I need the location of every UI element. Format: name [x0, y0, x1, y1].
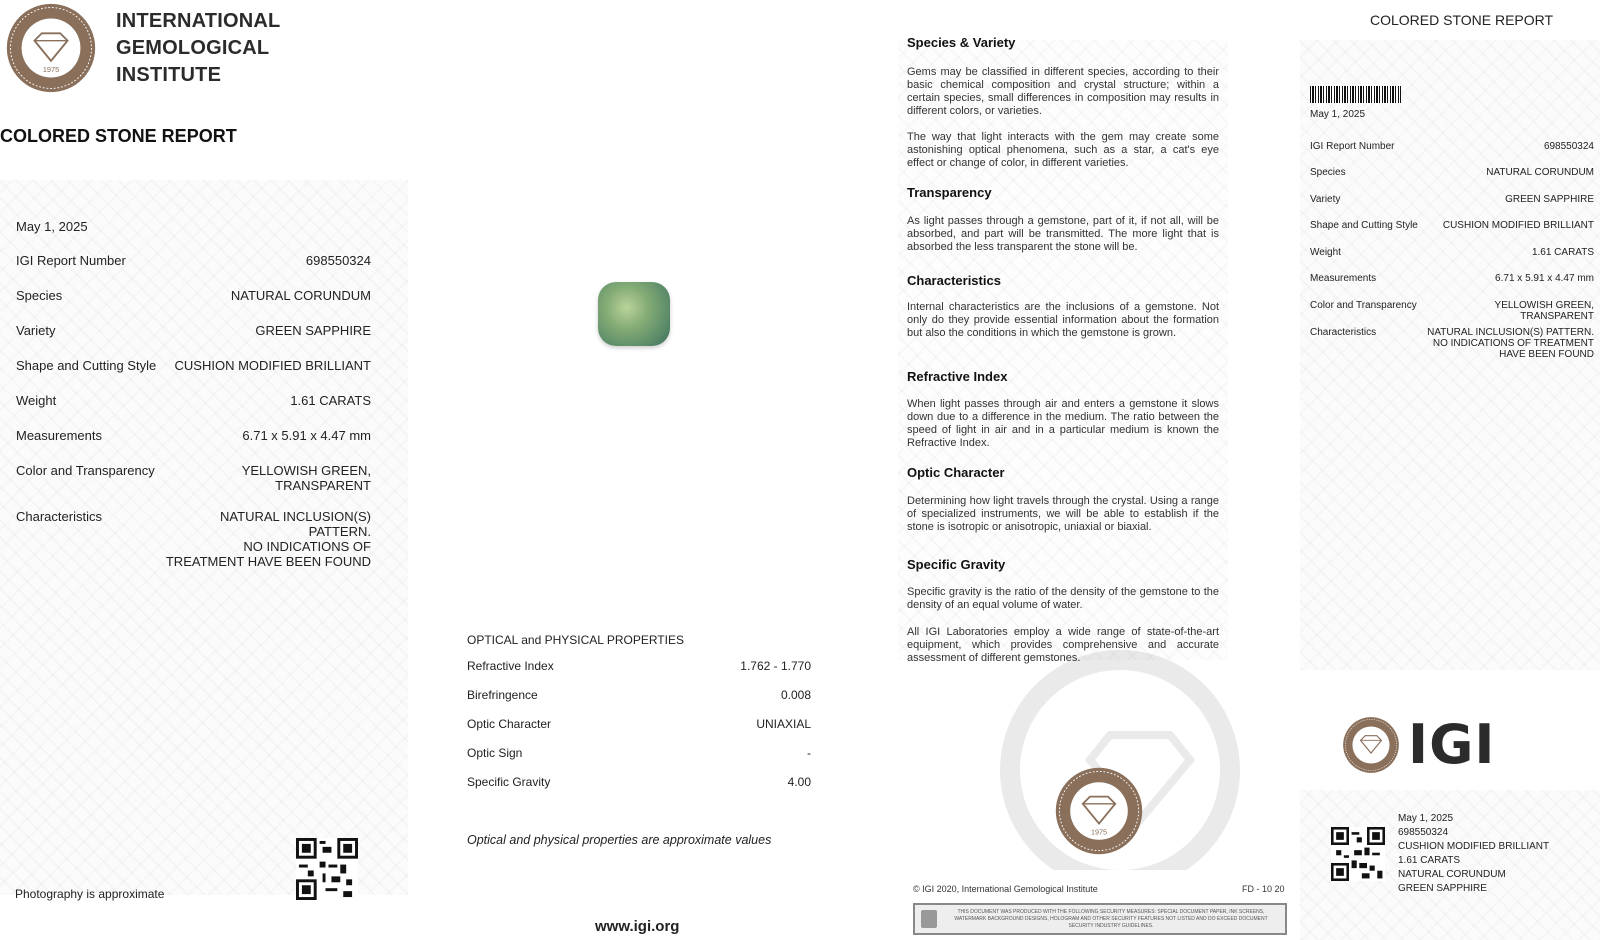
value-line: TREATMENT HAVE BEEN FOUND — [165, 554, 371, 569]
detail-label: Variety — [16, 323, 56, 338]
optical-properties-title: OPTICAL and PHYSICAL PROPERTIES — [467, 633, 684, 647]
detail-value: 6.71 x 5.91 x 4.47 mm — [242, 428, 371, 443]
detail-label: Measurements — [16, 428, 102, 443]
report-title: COLORED STONE REPORT — [0, 126, 237, 146]
optical-value: 0.008 — [780, 688, 811, 702]
optical-row — [467, 659, 811, 673]
optical-value: 1.762 - 1.770 — [740, 659, 811, 673]
value-line: NO INDICATIONS OF — [243, 539, 371, 554]
detail-row-variety — [16, 323, 371, 338]
summary-line: 698550324 — [1398, 827, 1449, 838]
qr-code[interactable] — [1331, 827, 1385, 881]
report-title-right: COLORED STONE REPORT — [1370, 12, 1554, 28]
right-label: Color and Transparency — [1310, 300, 1417, 311]
summary-line: GREEN SAPPHIRE — [1398, 883, 1487, 894]
info-paragraph: Gems may be classified in different species, according to their basic chemical composition and crystal structure; within a certain species, small differences in composition may results in different colors, or varieties. — [907, 66, 1219, 117]
optical-row — [467, 775, 811, 789]
value-line: TRANSPARENT — [275, 478, 371, 493]
optical-value: UNIAXIAL — [756, 717, 811, 731]
optical-label: Birefringence — [467, 688, 538, 702]
right-label: Weight — [1310, 247, 1341, 258]
right-label: Shape and Cutting Style — [1310, 220, 1418, 231]
right-value: 698550324 — [1543, 141, 1594, 152]
info-heading-species: Species & Variety — [907, 35, 1016, 50]
report-date-right: May 1, 2025 — [1310, 109, 1366, 120]
lock-icon — [921, 910, 937, 928]
photo-note: Photography is approximate — [15, 887, 165, 901]
detail-value: 1.61 CARATS — [290, 393, 371, 408]
summary-line: 1.61 CARATS — [1398, 855, 1461, 866]
info-heading-transparency: Transparency — [907, 185, 992, 200]
detail-row-report-number — [16, 253, 371, 268]
right-label: Species — [1310, 167, 1346, 178]
info-paragraph: Internal characteristics are the inclusions of a gemstone. Not only do they provide essential information about the formation but also the conditions in which the gemstone is grown. — [907, 301, 1219, 339]
optical-row — [467, 746, 811, 760]
detail-label: IGI Report Number — [16, 253, 126, 268]
right-label: IGI Report Number — [1310, 141, 1395, 152]
gemstone-photo — [598, 282, 670, 346]
igi-seal-logo — [5, 2, 97, 94]
optical-row — [467, 688, 811, 702]
right-value: NATURAL CORUNDUM — [1486, 167, 1594, 178]
detail-label: Characteristics — [16, 509, 102, 524]
right-row — [1310, 327, 1594, 360]
detail-value: CUSHION MODIFIED BRILLIANT — [174, 358, 371, 373]
optical-value: 4.00 — [787, 775, 811, 789]
svg-text:1975: 1975 — [1091, 827, 1107, 837]
info-heading-refractive-index: Refractive Index — [907, 369, 1008, 384]
info-heading-specific-gravity: Specific Gravity — [907, 557, 1006, 572]
right-row — [1310, 300, 1594, 322]
optical-row — [467, 717, 811, 731]
security-notice — [913, 903, 1287, 935]
optical-value: - — [807, 746, 811, 760]
right-label: Measurements — [1310, 273, 1377, 284]
barcode — [1310, 86, 1401, 103]
right-label: Variety — [1310, 194, 1341, 205]
value-line: TRANSPARENT — [1520, 311, 1594, 322]
right-value — [1427, 327, 1594, 360]
right-row — [1310, 220, 1594, 231]
right-row — [1310, 167, 1594, 178]
optical-label: Optic Character — [467, 717, 552, 731]
right-value: 1.61 CARATS — [1531, 247, 1594, 258]
value-line: HAVE BEEN FOUND — [1499, 349, 1594, 360]
info-paragraph: The way that light interacts with the gem may create some astonishing optical phenomena, such as a star, a cat's eye effect or change of color, in different varieties. — [907, 131, 1219, 169]
detail-value: NATURAL CORUNDUM — [230, 288, 371, 303]
summary-block — [1398, 812, 1549, 896]
report-date: May 1, 2025 — [16, 219, 88, 234]
igi-seal-logo — [1342, 716, 1400, 774]
detail-row-species — [16, 288, 371, 303]
value-line: PATTERN. — [308, 524, 371, 539]
detail-row-color — [16, 463, 371, 493]
detail-label: Species — [16, 288, 63, 303]
value-line: YELLOWISH GREEN, — [241, 463, 371, 478]
detail-row-characteristics — [16, 509, 371, 569]
right-label: Characteristics — [1310, 327, 1377, 338]
detail-row-shape — [16, 358, 371, 373]
value-line: NATURAL INCLUSION(S) PATTERN. — [1427, 327, 1594, 338]
value-line: NO INDICATIONS OF TREATMENT — [1432, 338, 1594, 349]
org-name-line-2: GEMOLOGICAL — [116, 37, 270, 59]
right-value: CUSHION MODIFIED BRILLIANT — [1442, 220, 1594, 231]
org-name — [116, 8, 280, 89]
igi-wordmark: IGI — [1408, 713, 1496, 776]
summary-line: May 1, 2025 — [1398, 813, 1454, 824]
right-row — [1310, 141, 1594, 152]
detail-label: Weight — [16, 393, 57, 408]
info-paragraph: Specific gravity is the ratio of the density of the gemstone to the density of an equal volume of water. — [907, 586, 1219, 611]
form-code: FD - 10 20 — [1242, 884, 1285, 894]
detail-value: GREEN SAPPHIRE — [255, 323, 371, 338]
right-row — [1310, 273, 1594, 284]
optical-label: Optic Sign — [467, 746, 523, 760]
right-row — [1310, 247, 1594, 258]
info-heading-optic-character: Optic Character — [907, 465, 1005, 480]
summary-line: CUSHION MODIFIED BRILLIANT — [1398, 841, 1550, 852]
summary-line: NATURAL CORUNDUM — [1398, 869, 1506, 880]
detail-row-measurements — [16, 428, 371, 443]
detail-value: 698550324 — [305, 253, 371, 268]
org-name-line-3: INSTITUTE — [116, 64, 222, 86]
right-value: GREEN SAPPHIRE — [1505, 194, 1594, 205]
value-line: NATURAL INCLUSION(S) — [220, 509, 371, 524]
optical-label: Specific Gravity — [467, 775, 551, 789]
detail-label: Color and Transparency — [16, 463, 155, 478]
right-row — [1310, 194, 1594, 205]
qr-code[interactable] — [296, 838, 358, 900]
info-paragraph: All IGI Laboratories employ a wide range of state-of-the-art equipment, which provides comprehensive and accurate assessment of different gemstones. — [907, 626, 1219, 664]
website-link[interactable]: www.igi.org — [595, 918, 680, 935]
detail-value — [242, 463, 371, 493]
right-value: 6.71 x 5.91 x 4.47 mm — [1495, 273, 1594, 284]
optical-note: Optical and physical properties are approximate values — [467, 833, 772, 847]
right-value — [1495, 300, 1594, 322]
info-paragraph: As light passes through a gemstone, part of it, if not all, will be absorbed, and part will be transmitted. The more light that is absorbed the less transparent the stone will be. — [907, 215, 1219, 253]
info-heading-characteristics: Characteristics — [907, 273, 1001, 288]
security-text: THIS DOCUMENT WAS PRODUCED WITH THE FOLLOWING SECURITY MEASURES: SPECIAL DOCUMENT PAPER, INK SCREENS, WATERMARK BACKGROUND DESIGNS, HOLOGRAM AND OTHER SECURITY FEATURES NOT LISTED AND DO EXCEED DOCUMENT SECURITY INDUSTRY GUIDELINES. — [954, 908, 1268, 929]
detail-row-weight — [16, 393, 371, 408]
info-paragraph: When light passes through air and enters a gemstone it slows down due to a difference in the medium. The ratio between the speed of light in air and in a particular medium is known the Refractive Index. — [907, 398, 1219, 449]
detail-label: Shape and Cutting Style — [16, 358, 157, 373]
igi-seal-logo — [1054, 766, 1144, 856]
svg-text:1975: 1975 — [42, 64, 60, 74]
detail-value — [166, 509, 371, 569]
info-paragraph: Determining how light travels through the crystal. Using a range of specialized instruments, we will be able to establish if the stone is isotropic or anisotropic, uniaxial or biaxial. — [907, 495, 1219, 533]
copyright: © IGI 2020, International Gemological Institute — [913, 884, 1098, 894]
org-name-line-1: INTERNATIONAL — [116, 10, 281, 32]
value-line: YELLOWISH GREEN, — [1494, 300, 1594, 311]
optical-label: Refractive Index — [467, 659, 554, 673]
